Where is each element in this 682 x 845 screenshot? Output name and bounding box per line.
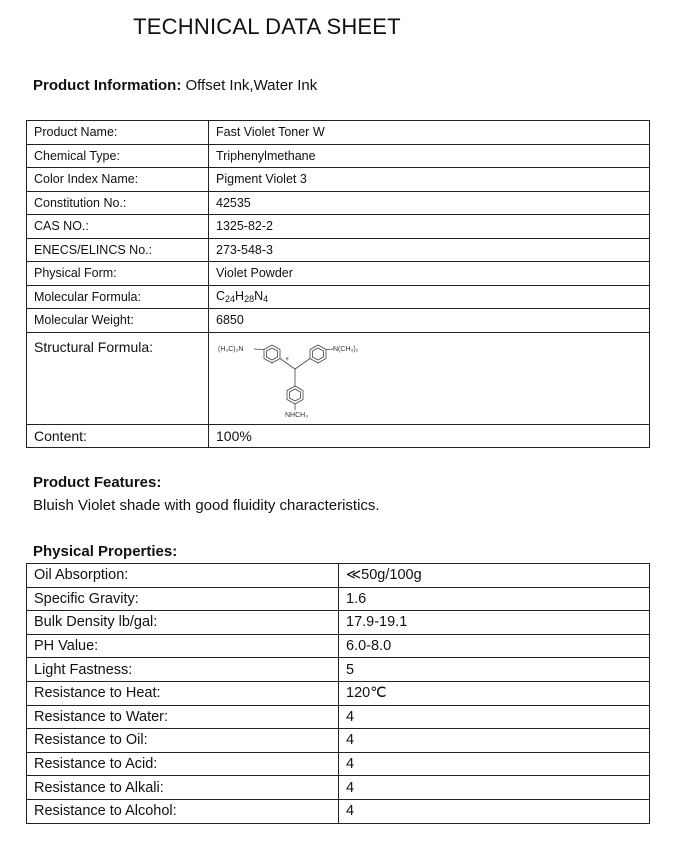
product-name-label: Product Name: xyxy=(27,121,209,145)
property-label: Resistance to Water: xyxy=(27,705,339,729)
enecs-value: 273-548-3 xyxy=(209,238,650,262)
table-row xyxy=(27,121,650,145)
table-row xyxy=(27,238,650,262)
molecular-formula-value: $C_{24}H_{28}N_4$ xyxy=(209,285,650,309)
molecular-weight-label: Molecular Weight: xyxy=(27,309,209,333)
property-label: Resistance to Acid: xyxy=(27,752,339,776)
table-row xyxy=(27,752,650,776)
table-row xyxy=(27,168,650,192)
table-row xyxy=(27,729,650,753)
content-label: Content: xyxy=(27,424,209,447)
product-name-value: Fast Violet Toner W xyxy=(209,121,650,145)
table-row xyxy=(27,144,650,168)
property-value: ≪50g/100g xyxy=(339,564,650,588)
product-features-heading: Product Features: xyxy=(33,474,162,491)
charge-sign: + xyxy=(285,355,290,363)
property-label: Oil Absorption: xyxy=(27,564,339,588)
table-row xyxy=(27,285,650,309)
chemical-type-value: Triphenylmethane xyxy=(209,144,650,168)
product-information-value: Offset Ink,Water Ink xyxy=(181,77,318,94)
table-row xyxy=(27,215,650,239)
molecule-diagram xyxy=(216,337,386,423)
left-amine-group: (H₃C)₂N xyxy=(218,345,244,353)
property-value: 120℃ xyxy=(339,681,650,705)
table-row xyxy=(27,564,650,588)
physical-form-label: Physical Form: xyxy=(27,262,209,286)
property-label: Resistance to Heat: xyxy=(27,681,339,705)
table-row xyxy=(27,611,650,635)
property-value: 4 xyxy=(339,729,650,753)
table-row xyxy=(27,658,650,682)
enecs-label: ENECS/ELINCS No.: xyxy=(27,238,209,262)
constitution-no-value: 42535 xyxy=(209,191,650,215)
structural-formula-label: Structural Formula: xyxy=(27,332,209,424)
property-label: Specific Gravity: xyxy=(27,587,339,611)
cas-no-value: 1325-82-2 xyxy=(209,215,650,239)
property-value: 4 xyxy=(339,799,650,823)
table-row xyxy=(27,191,650,215)
table-row xyxy=(27,332,650,424)
property-value: 4 xyxy=(339,776,650,800)
table-row xyxy=(27,309,650,333)
physical-form-value: Violet Powder xyxy=(209,262,650,286)
property-value: 4 xyxy=(339,752,650,776)
property-label: Resistance to Alkali: xyxy=(27,776,339,800)
bottom-amine-group: NHCH₃ xyxy=(285,411,309,419)
table-row xyxy=(27,681,650,705)
table-row xyxy=(27,634,650,658)
structural-formula-image xyxy=(216,337,366,421)
table-row xyxy=(27,424,650,447)
table-row xyxy=(27,776,650,800)
property-label: Resistance to Oil: xyxy=(27,729,339,753)
property-value: 5 xyxy=(339,658,650,682)
table-row xyxy=(27,587,650,611)
property-label: Bulk Density lb/gal: xyxy=(27,611,339,635)
product-features-text: Bluish Violet shade with good fluidity characteristics. xyxy=(33,497,380,514)
physical-properties-table xyxy=(26,563,650,824)
table-row xyxy=(27,799,650,823)
physical-properties-heading: Physical Properties: xyxy=(33,543,178,560)
property-value: 6.0-8.0 xyxy=(339,634,650,658)
product-info-table xyxy=(26,120,650,448)
page-title: TECHNICAL DATA SHEET xyxy=(133,14,401,39)
cas-no-label: CAS NO.: xyxy=(27,215,209,239)
property-value: 1.6 xyxy=(339,587,650,611)
product-information xyxy=(33,77,317,94)
property-value: 4 xyxy=(339,705,650,729)
property-label: Light Fastness: xyxy=(27,658,339,682)
property-label: Resistance to Alcohol: xyxy=(27,799,339,823)
content-value: 100% xyxy=(209,424,650,447)
property-value: 17.9-19.1 xyxy=(339,611,650,635)
color-index-label: Color Index Name: xyxy=(27,168,209,192)
molecular-formula-label: Molecular Formula: xyxy=(27,285,209,309)
constitution-no-label: Constitution No.: xyxy=(27,191,209,215)
table-row xyxy=(27,262,650,286)
product-information-label: Product Information: xyxy=(33,77,182,94)
chemical-type-label: Chemical Type: xyxy=(27,144,209,168)
right-amine-group: N(CH₃)₂ xyxy=(333,345,359,353)
property-label: PH Value: xyxy=(27,634,339,658)
table-row xyxy=(27,705,650,729)
molecular-weight-value: 6850 xyxy=(209,309,650,333)
color-index-value: Pigment Violet 3 xyxy=(209,168,650,192)
